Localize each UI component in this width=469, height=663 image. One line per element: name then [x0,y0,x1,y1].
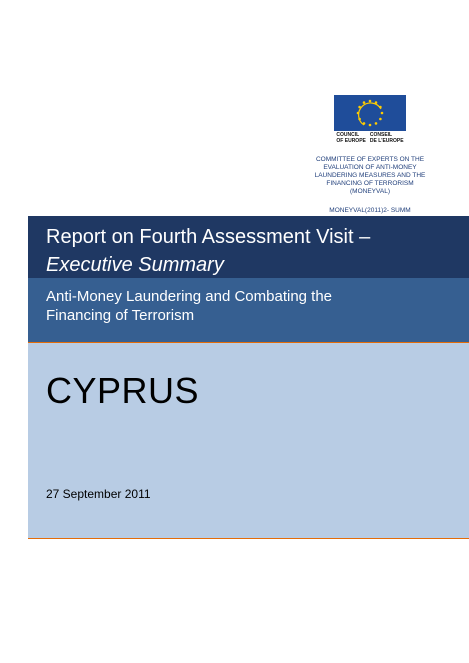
council-of-europe-logo [300,95,440,144]
report-title-main: Report on Fourth Assessment Visit – [46,226,371,248]
name-en: COUNCIL OF EUROPE [336,132,366,144]
report-date: 27 September 2011 [46,487,151,501]
country-name: CYPRUS [46,370,200,411]
council-of-europe-wordmark [300,133,440,144]
committee-name: COMMITTEE OF EXPERTS ON THE EVALUATION OF ANTI-MONEY LAUNDERING MEASURES AND THE FINANCING OF TERRORISM (MONEYVAL) [314,156,426,195]
council-of-europe-flag-icon [334,95,406,131]
report-title [46,223,456,279]
document-reference: MONEYVAL(2011)2- SUMM [329,207,411,214]
name-fr: CONSEIL DE L'EUROPE [369,132,404,144]
report-subtitle: Anti-Money Laundering and Combating the Financing of Terrorism [46,288,333,324]
report-title-sub: Executive Summary [46,254,224,276]
accent-divider [28,538,469,539]
